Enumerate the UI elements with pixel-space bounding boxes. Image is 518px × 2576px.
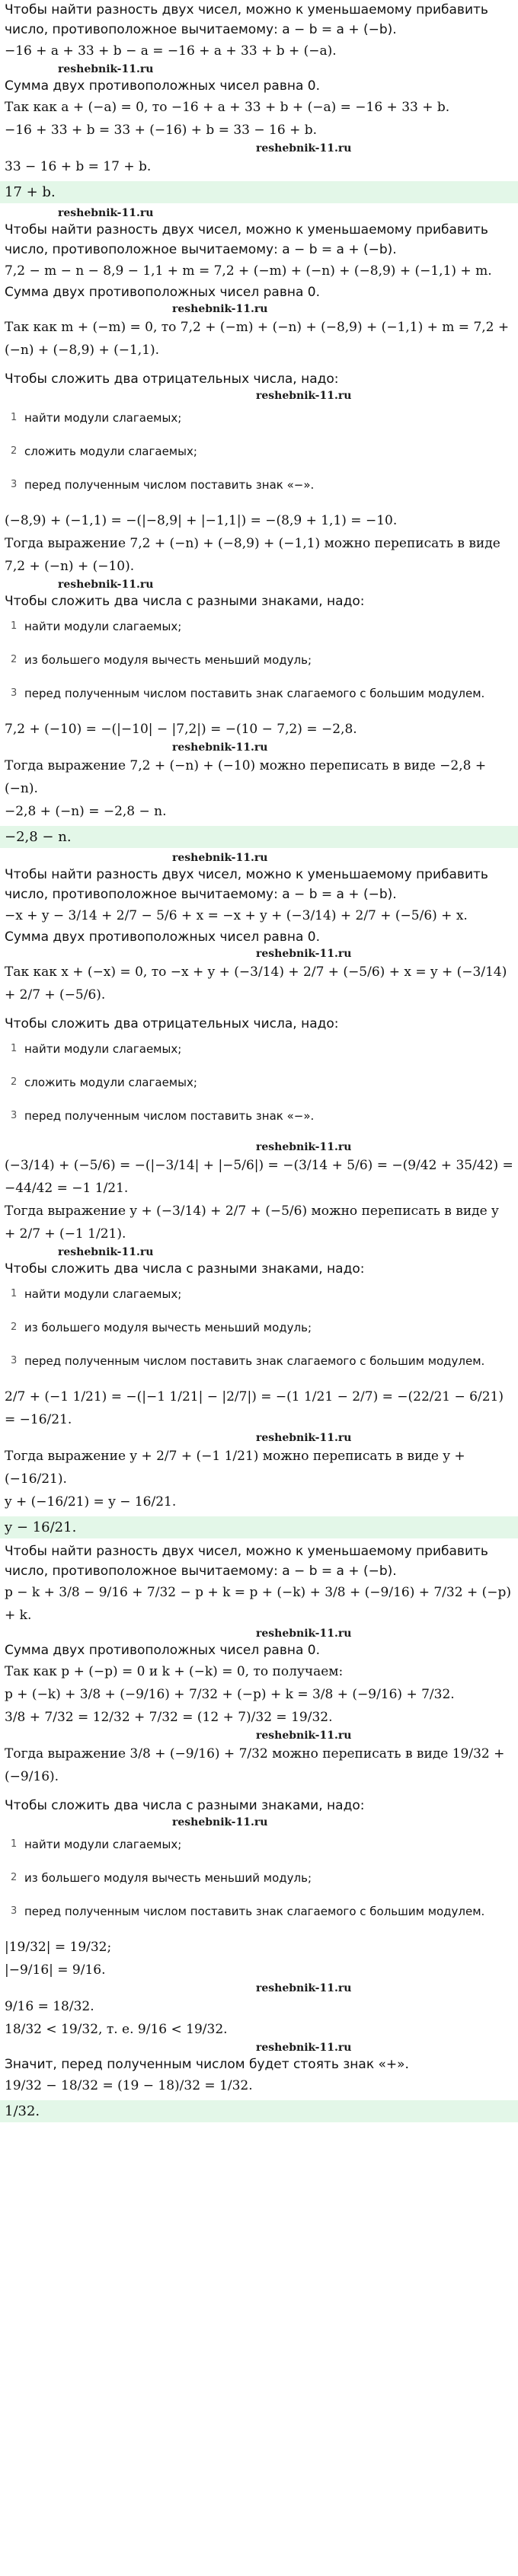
- rule-text: Сумма двух противоположных чисел равна 0.: [5, 285, 321, 300]
- answer-box: y − 16/21.: [0, 1516, 518, 1538]
- watermark: reshebnik-11.ru: [58, 579, 154, 591]
- answer-box: −2,8 − n.: [0, 826, 518, 848]
- math-line: Тогда выражение 7,2 + (−n) + (−8,9) + (−1,1) можно переписать в виде 7,2 + (−n) + (−10).: [5, 536, 500, 574]
- watermark: reshebnik-11.ru: [256, 390, 352, 402]
- steps-list: [11, 1835, 513, 1921]
- rule-heading: Чтобы сложить два отрицательных числа, надо:: [5, 371, 339, 387]
- step-item: 1 найти модули слагаемых;: [11, 1838, 182, 1851]
- watermark: reshebnik-11.ru: [172, 741, 268, 754]
- step-item: 1 найти модули слагаемых;: [11, 620, 182, 633]
- math-line: 18/32 < 19/32, т. е. 9/16 < 19/32.: [5, 2022, 228, 2037]
- math-line: 19/32 − 18/32 = (19 − 18)/32 = 1/32.: [5, 2078, 253, 2093]
- math-line: Так как p + (−p) = 0 и k + (−k) = 0, то получаем:: [5, 1664, 344, 1679]
- math-line: 33 − 16 + b = 17 + b.: [5, 159, 152, 174]
- step-item: 3 перед полученным числом поставить знак слагаемого с большим модулем.: [11, 687, 485, 700]
- math-line: (−3/14) + (−5/6) = −(|−3/14| + |−5/6|) = −(3/14 + 5/6) = −(9/42 + 35/42) = −44/42 = −1 1/21.: [5, 1158, 513, 1196]
- step-item: 3 перед полученным числом поставить знак слагаемого с большим модулем.: [11, 1905, 485, 1918]
- math-line: p + (−k) + 3/8 + (−9/16) + 7/32 + (−p) + k = 3/8 + (−9/16) + 7/32.: [5, 1687, 455, 1702]
- intro-text: Чтобы найти разность двух чисел, можно к уменьшаемому прибавить число, противоположное вычитаемому: a − b = a + (−b).: [5, 867, 488, 902]
- math-line: Тогда выражение 3/8 + (−9/16) + 7/32 можно переписать в виде 19/32 + (−9/16).: [5, 1746, 505, 1784]
- rule-text: Сумма двух противоположных чисел равна 0.: [5, 78, 321, 94]
- intro-text: Чтобы найти разность двух чисел, можно к уменьшаемому прибавить число, противоположное вычитаемому: a − b = a + (−b).: [5, 1544, 488, 1579]
- watermark: reshebnik-11.ru: [256, 948, 352, 960]
- math-line: 7,2 + (−10) = −(|−10| − |7,2|) = −(10 − 7,2) = −2,8.: [5, 722, 357, 737]
- steps-list: [11, 1040, 513, 1125]
- math-line: Тогда выражение 7,2 + (−n) + (−10) можно переписать в виде −2,8 + (−n).: [5, 758, 487, 796]
- step-item: 3 перед полученным числом поставить знак «−».: [11, 1109, 315, 1123]
- math-line: 3/8 + 7/32 = 12/32 + 7/32 = (12 + 7)/32 = 19/32.: [5, 1710, 333, 1725]
- rule-heading: Чтобы сложить два отрицательных числа, надо:: [5, 1016, 339, 1031]
- watermark: reshebnik-11.ru: [172, 303, 268, 315]
- step-item: 1 найти модули слагаемых;: [11, 1042, 182, 1056]
- step-item: 2 сложить модули слагаемых;: [11, 1076, 197, 1089]
- rule-heading: Чтобы сложить два числа с разными знаками, надо:: [5, 1261, 365, 1277]
- math-line: y + (−16/21) = y − 16/21.: [5, 1494, 177, 1510]
- watermark: reshebnik-11.ru: [256, 1628, 352, 1640]
- watermark: reshebnik-11.ru: [256, 1141, 352, 1153]
- math-line: Так как a + (−a) = 0, то −16 + a + 33 + b + (−a) = −16 + 33 + b.: [5, 100, 450, 115]
- step-item: 2 сложить модули слагаемых;: [11, 445, 197, 458]
- intro-text: Чтобы найти разность двух чисел, можно к уменьшаемому прибавить число, противоположное вычитаемому: a − b = a + (−b).: [5, 2, 488, 37]
- math-line: −x + y − 3/14 + 2/7 − 5/6 + x = −x + y + (−3/14) + 2/7 + (−5/6) + x.: [5, 908, 468, 923]
- steps-list: [11, 617, 513, 703]
- solution-part-3: [5, 851, 513, 1538]
- watermark: reshebnik-11.ru: [58, 63, 154, 75]
- step-item: 2 из большего модуля вычесть меньший модуль;: [11, 1871, 312, 1885]
- intro-text: Чтобы найти разность двух чисел, можно к уменьшаемому прибавить число, противоположное вычитаемому: a − b = a + (−b).: [5, 222, 488, 257]
- steps-list: [11, 409, 513, 494]
- math-line: |19/32| = 19/32;: [5, 1940, 112, 1955]
- answer-box: 17 + b.: [0, 181, 518, 203]
- watermark: reshebnik-11.ru: [256, 1730, 352, 1742]
- solution-part-1: [5, 0, 513, 203]
- math-line: p − k + 3/8 − 9/16 + 7/32 − p + k = p + (−k) + 3/8 + (−9/16) + 7/32 + (−p) + k.: [5, 1585, 512, 1623]
- step-item: 1 найти модули слагаемых;: [11, 411, 182, 425]
- rule-heading: Чтобы сложить два числа с разными знаками, надо:: [5, 594, 365, 609]
- watermark: reshebnik-11.ru: [256, 2042, 352, 2054]
- watermark: reshebnik-11.ru: [172, 1816, 268, 1828]
- step-item: 2 из большего модуля вычесть меньший модуль;: [11, 1321, 312, 1334]
- watermark: reshebnik-11.ru: [58, 1246, 154, 1258]
- step-item: 3 перед полученным числом поставить знак «−».: [11, 478, 315, 492]
- math-line: (−8,9) + (−1,1) = −(|−8,9| + |−1,1|) = −(8,9 + 1,1) = −10.: [5, 513, 398, 528]
- step-item: 3 перед полученным числом поставить знак слагаемого с большим модулем.: [11, 1354, 485, 1368]
- math-line: −16 + 33 + b = 33 + (−16) + b = 33 − 16 + b.: [5, 123, 318, 138]
- math-line: Так как x + (−x) = 0, то −x + y + (−3/14) + 2/7 + (−5/6) + x = y + (−3/14) + 2/7 + (−5/6).: [5, 964, 507, 1003]
- watermark: reshebnik-11.ru: [256, 142, 352, 155]
- solution-part-4: [5, 1541, 513, 2122]
- steps-list: [11, 1285, 513, 1370]
- solution-part-2: [5, 206, 513, 848]
- watermark: reshebnik-11.ru: [58, 207, 154, 219]
- rule-text: Значит, перед полученным числом будет стоять знак «+».: [5, 2057, 409, 2072]
- step-item: 1 найти модули слагаемых;: [11, 1287, 182, 1301]
- math-line: −16 + a + 33 + b − a = −16 + a + 33 + b + (−a).: [5, 43, 337, 59]
- math-line: −2,8 + (−n) = −2,8 − n.: [5, 804, 167, 819]
- step-item: 2 из большего модуля вычесть меньший модуль;: [11, 653, 312, 667]
- math-line: 2/7 + (−1 1/21) = −(|−1 1/21| − |2/7|) = −(1 1/21 − 2/7) = −(22/21 − 6/21) = −16/21.: [5, 1389, 504, 1427]
- math-line: |−9/16| = 9/16.: [5, 1962, 106, 1978]
- answer-box: 1/32.: [0, 2100, 518, 2122]
- rule-text: Сумма двух противоположных чисел равна 0.: [5, 929, 321, 945]
- math-line: Тогда выражение y + (−3/14) + 2/7 + (−5/6) можно переписать в виде y + 2/7 + (−1 1/21).: [5, 1204, 499, 1242]
- math-line: Тогда выражение y + 2/7 + (−1 1/21) можно переписать в виде y + (−16/21).: [5, 1449, 465, 1487]
- rule-text: Сумма двух противоположных чисел равна 0.: [5, 1643, 321, 1658]
- math-line: 9/16 = 18/32.: [5, 1999, 94, 2014]
- watermark: reshebnik-11.ru: [172, 852, 268, 864]
- watermark: reshebnik-11.ru: [256, 1432, 352, 1444]
- math-line: 7,2 − m − n − 8,9 − 1,1 + m = 7,2 + (−m) + (−n) + (−8,9) + (−1,1) + m.: [5, 263, 492, 279]
- watermark: reshebnik-11.ru: [256, 1982, 352, 1994]
- math-line: Так как m + (−m) = 0, то 7,2 + (−m) + (−n) + (−8,9) + (−1,1) + m = 7,2 + (−n) + (−8,9) + (−1,1).: [5, 320, 510, 358]
- rule-heading: Чтобы сложить два числа с разными знаками, надо:: [5, 1798, 365, 1813]
